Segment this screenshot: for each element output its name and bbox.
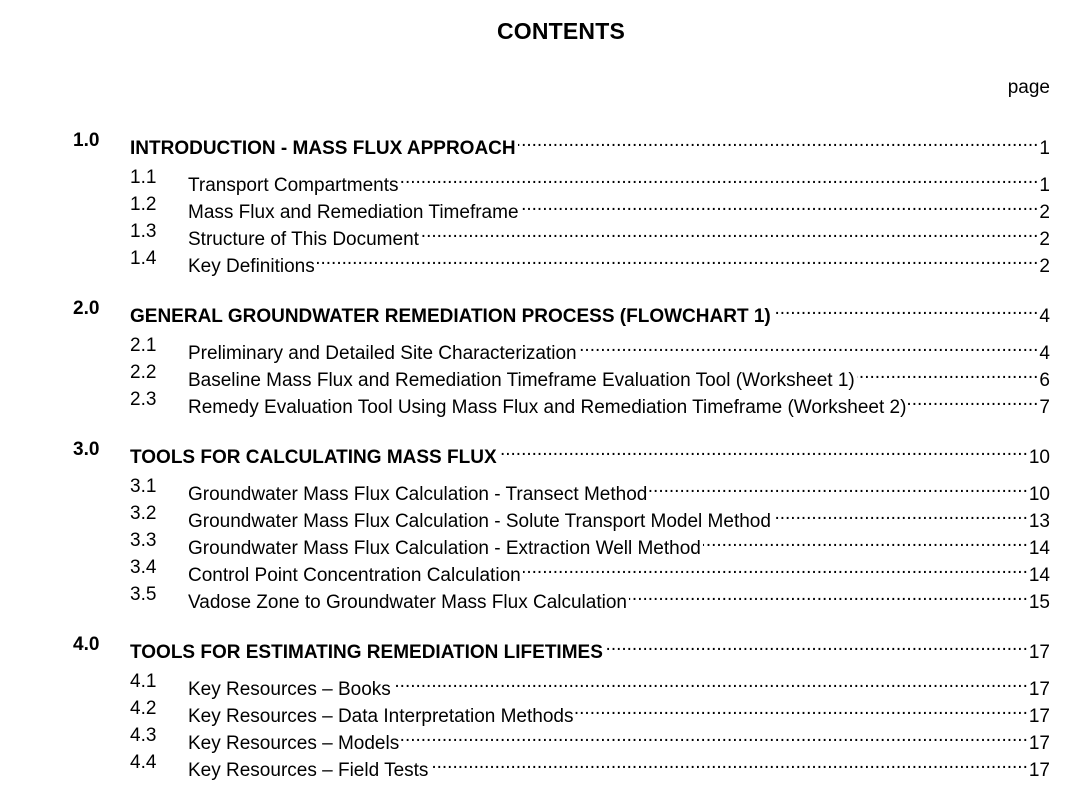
dot-leader — [857, 360, 1039, 386]
dot-leader — [773, 296, 1039, 322]
toc-subsection-3-1[interactable] — [130, 474, 1050, 505]
page-number: 17 — [1028, 706, 1050, 727]
toc-subsection-3-2[interactable] — [130, 501, 1050, 532]
page-number: 17 — [1028, 679, 1050, 700]
subsection-number: 3.2 — [130, 503, 157, 524]
page-column-label: page — [1007, 77, 1050, 98]
toc-subsection-3-5[interactable] — [130, 582, 1050, 613]
dot-leader — [393, 669, 1028, 695]
page-number: 7 — [1039, 397, 1050, 418]
page-number: 13 — [1028, 511, 1050, 532]
subsection-title: Remedy Evaluation Tool Using Mass Flux and Remediation Timeframe (Worksheet 2) — [188, 397, 907, 418]
dot-leader — [703, 528, 1028, 554]
section-number: 2.0 — [73, 298, 100, 319]
subsection-number: 1.4 — [130, 248, 157, 269]
toc-subsection-4-2[interactable] — [130, 696, 1050, 727]
subsection-number: 2.2 — [130, 362, 157, 383]
toc-section-4[interactable] — [73, 632, 1050, 663]
subsection-title: Key Definitions — [188, 256, 315, 277]
section-title: TOOLS FOR ESTIMATING REMEDIATION LIFETIMES — [130, 642, 603, 663]
dot-leader — [521, 192, 1039, 218]
section-number: 4.0 — [73, 634, 100, 655]
subsection-title: Preliminary and Detailed Site Characterization — [188, 343, 577, 364]
page-number: 4 — [1039, 343, 1050, 364]
page-number: 14 — [1028, 565, 1050, 586]
toc-subsection-1-4[interactable] — [130, 246, 1050, 277]
subsection-number: 2.3 — [130, 389, 157, 410]
dot-leader — [317, 246, 1039, 272]
subsection-number: 4.2 — [130, 698, 157, 719]
toc-subsection-4-3[interactable] — [130, 723, 1050, 754]
toc-subsection-3-3[interactable] — [130, 528, 1050, 559]
subsection-number: 3.3 — [130, 530, 157, 551]
subsection-number: 4.3 — [130, 725, 157, 746]
subsection-title: Key Resources – Books — [188, 679, 391, 700]
page-number: 2 — [1039, 202, 1050, 223]
subsection-title: Groundwater Mass Flux Calculation - Transect Method — [188, 484, 648, 505]
page-number: 17 — [1028, 642, 1050, 663]
toc-section-2[interactable] — [73, 296, 1050, 327]
subsection-title: Mass Flux and Remediation Timeframe — [188, 202, 519, 223]
dot-leader — [421, 219, 1039, 245]
toc-subsection-4-4[interactable] — [130, 750, 1050, 781]
toc-subsection-2-3[interactable] — [130, 387, 1050, 418]
toc-subsection-1-3[interactable] — [130, 219, 1050, 250]
page-number: 6 — [1039, 370, 1050, 391]
subsection-title: Vadose Zone to Groundwater Mass Flux Calculation — [188, 592, 627, 613]
dot-leader — [499, 437, 1028, 463]
page-number: 17 — [1028, 760, 1050, 781]
subsection-number: 3.4 — [130, 557, 157, 578]
dot-leader — [773, 501, 1028, 527]
subsection-number: 3.5 — [130, 584, 157, 605]
subsection-title: Structure of This Document — [188, 229, 419, 250]
subsection-number: 4.1 — [130, 671, 157, 692]
page-number: 14 — [1028, 538, 1050, 559]
dot-leader — [629, 582, 1028, 608]
subsection-number: 2.1 — [130, 335, 157, 356]
subsection-title: Baseline Mass Flux and Remediation Timeframe Evaluation Tool (Worksheet 1) — [188, 370, 855, 391]
toc-subsection-1-1[interactable] — [130, 165, 1050, 196]
page-number: 4 — [1039, 306, 1050, 327]
toc-subsection-4-1[interactable] — [130, 669, 1050, 700]
page-number: 2 — [1039, 229, 1050, 250]
dot-leader — [400, 165, 1038, 191]
subsection-number: 4.4 — [130, 752, 157, 773]
subsection-number: 1.1 — [130, 167, 157, 188]
toc-subsection-1-2[interactable] — [130, 192, 1050, 223]
dot-leader — [908, 387, 1038, 413]
page-number: 2 — [1039, 256, 1050, 277]
subsection-title: Key Resources – Data Interpretation Methods — [188, 706, 574, 727]
dot-leader — [523, 555, 1028, 581]
subsection-title: Key Resources – Field Tests — [188, 760, 429, 781]
subsection-title: Groundwater Mass Flux Calculation - Solute Transport Model Method — [188, 511, 771, 532]
toc-subsection-2-2[interactable] — [130, 360, 1050, 391]
subsection-title: Control Point Concentration Calculation — [188, 565, 521, 586]
subsection-title: Groundwater Mass Flux Calculation - Extraction Well Method — [188, 538, 701, 559]
subsection-number: 1.2 — [130, 194, 157, 215]
subsection-number: 1.3 — [130, 221, 157, 242]
dot-leader — [401, 723, 1028, 749]
page-number: 10 — [1028, 484, 1050, 505]
dot-leader — [430, 750, 1027, 776]
section-title: INTRODUCTION - MASS FLUX APPROACH — [130, 138, 516, 159]
dot-leader — [649, 474, 1028, 500]
subsection-title: Key Resources – Models — [188, 733, 400, 754]
section-title: GENERAL GROUNDWATER REMEDIATION PROCESS (FLOWCHART 1) — [130, 306, 771, 327]
dot-leader — [605, 632, 1028, 658]
page-number: 1 — [1039, 138, 1050, 159]
toc-subsection-3-4[interactable] — [130, 555, 1050, 586]
page-number: 17 — [1028, 733, 1050, 754]
subsection-number: 3.1 — [130, 476, 157, 497]
dot-leader — [575, 696, 1027, 722]
page-number: 10 — [1028, 447, 1050, 468]
dot-leader — [518, 128, 1039, 154]
toc-section-3[interactable] — [73, 437, 1050, 468]
dot-leader — [579, 333, 1039, 359]
section-number: 3.0 — [73, 439, 100, 460]
page-number: 1 — [1039, 175, 1050, 196]
toc-subsection-2-1[interactable] — [130, 333, 1050, 364]
subsection-title: Transport Compartments — [188, 175, 399, 196]
toc-section-1[interactable] — [73, 128, 1050, 159]
page-title: CONTENTS — [496, 18, 626, 44]
section-number: 1.0 — [73, 130, 100, 151]
section-title: TOOLS FOR CALCULATING MASS FLUX — [130, 447, 497, 468]
page-number: 15 — [1028, 592, 1050, 613]
